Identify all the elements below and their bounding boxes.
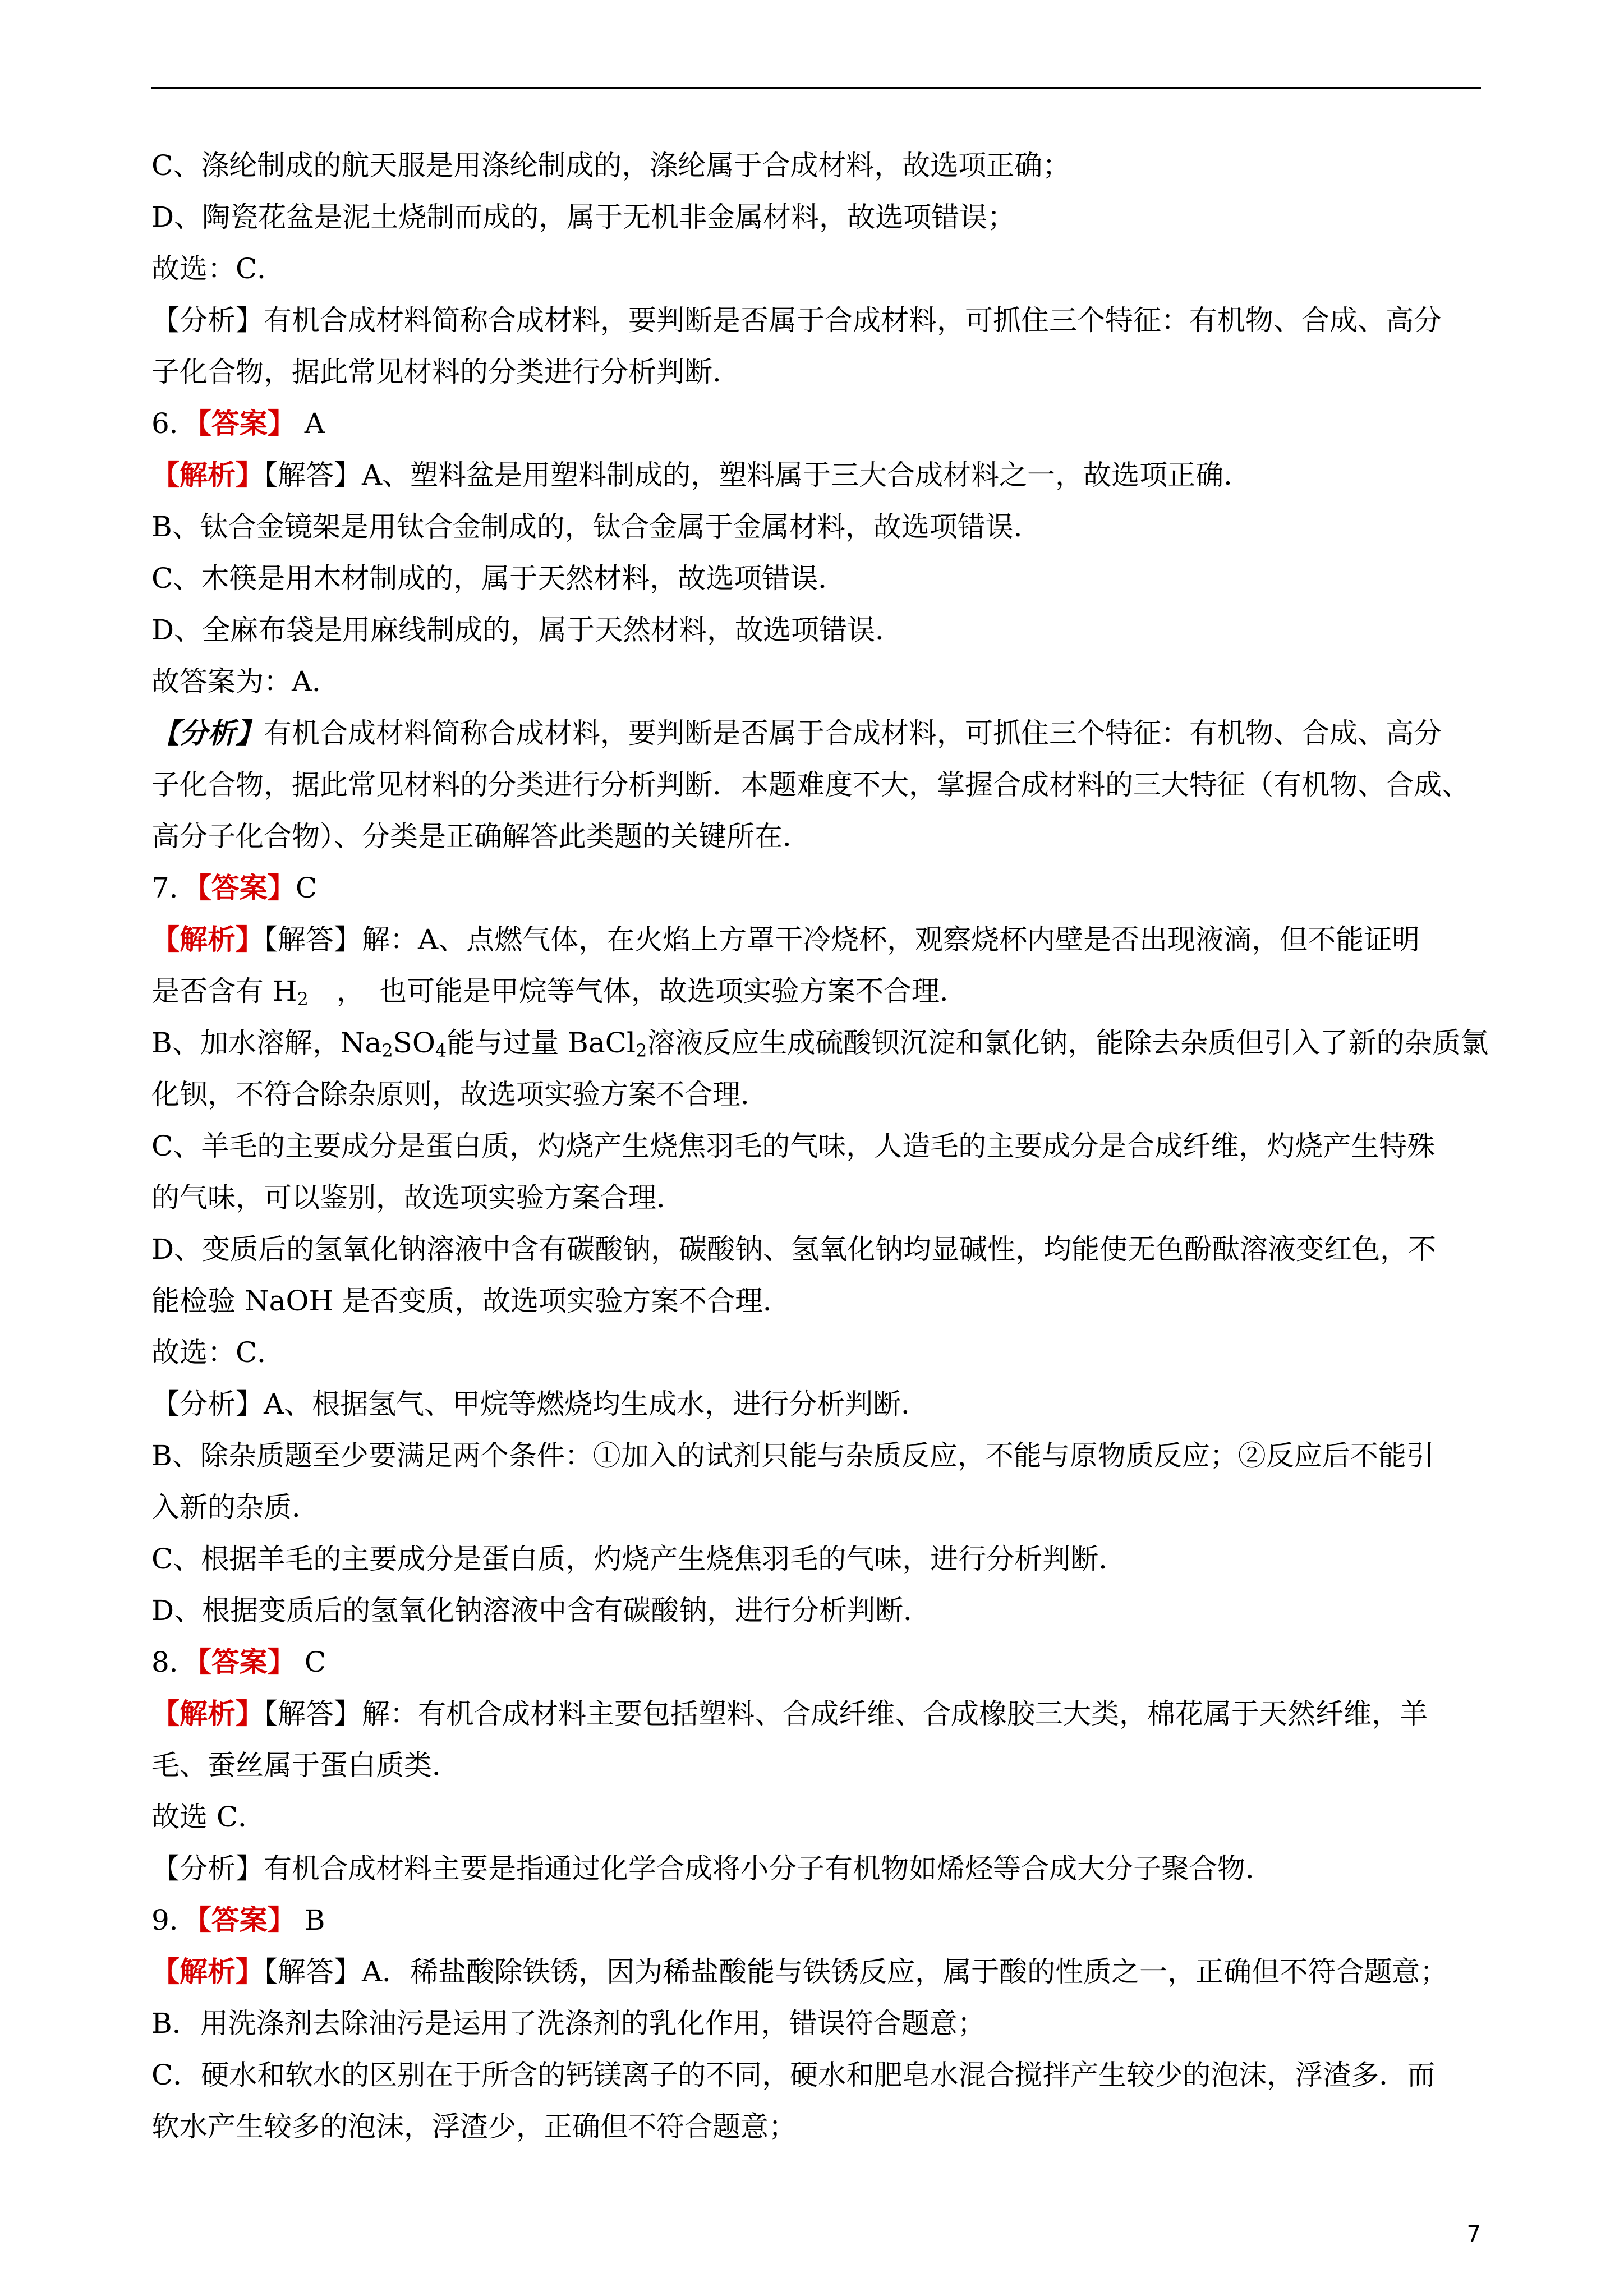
solution-tag: 【解答】 (264, 1955, 362, 1988)
explanation-tag: 【解析】 (151, 923, 264, 956)
text-line: 高分子化合物）、分类是正确解答此类题的关键所在． (151, 820, 811, 853)
text-line: 能检验 NaOH 是否变质，故选项实验方案不合理． (151, 1285, 791, 1317)
text-line: 软水产生较多的泡沫，浮渣少，正确但不符合题意； (151, 2110, 797, 2143)
text-line: 毛、蚕丝属于蛋白质类． (151, 1749, 460, 1782)
text-line: B、加水溶解，$Na_2SO_4$能与过量 BaCl$_2$溶液反应生成硫酸钡沉淀和氯化钠，能除去杂质但引入了新的杂质氯 (151, 1027, 1489, 1061)
analysis-tag: 【分析】 (151, 304, 264, 337)
analysis-tag: 【分析】 (151, 716, 264, 749)
question-6-answer: 6．【答案】 A (151, 407, 325, 440)
analysis-tag: 【分析】 (151, 1852, 264, 1885)
text-line: C、羊毛的主要成分是蛋白质，灼烧产生烧焦羽毛的气味，人造毛的主要成分是合成纤维，灼烧产生特殊 (151, 1130, 1436, 1162)
question-7-answer: 7．【答案】C (151, 871, 318, 904)
text-line: 是否含有 $H_2$ ， 也可能是甲烷等气体，故选项实验方案不合理． (151, 975, 968, 1010)
analysis-tag: 【分析】 (151, 1388, 264, 1420)
solution-tag: 【解答】 (264, 459, 362, 491)
answer-tag: 【答案】 (197, 1903, 296, 1936)
analysis-line: 【分析】有机合成材料主要是指通过化学合成将小分子有机物如烯烃等合成大分子聚合物． (151, 1852, 1273, 1885)
solution-tag: 【解答】 (264, 923, 362, 956)
text-line: C、涤纶制成的航天服是用涤纶制成的，涤纶属于合成材料，故选项正确； (151, 149, 1071, 182)
text-line: B．用洗涤剂去除油污是运用了洗涤剂的乳化作用，错误符合题意； (151, 2007, 986, 2040)
analysis-line: 【分析】有机合成材料简称合成材料，要判断是否属于合成材料，可抓住三个特征：有机物、合成、高分 (151, 304, 1442, 337)
text-line: 入新的杂质． (151, 1491, 320, 1524)
text-line: C、木筷是用木材制成的，属于天然材料，故选项错误． (151, 562, 846, 595)
header-rule (151, 87, 1481, 89)
text-line: 的气味，可以鉴别，故选项实验方案合理． (151, 1181, 684, 1214)
answer-tag: 【答案】 (197, 1645, 296, 1678)
text-line: 故答案为：A． (151, 665, 341, 698)
text-line: 化钡，不符合除杂原则，故选项实验方案不合理． (151, 1078, 769, 1111)
text-line: 子化合物，据此常见材料的分类进行分析判断． (151, 356, 740, 388)
explanation-tag: 【解析】 (151, 1955, 264, 1988)
text-line: 故选：C． (151, 252, 286, 285)
text-line: 故选 C． (151, 1801, 266, 1833)
text-line: D、根据变质后的氢氧化钠溶液中含有碳酸钠，进行分析判断． (151, 1594, 932, 1627)
question-9-answer: 9．【答案】 B (151, 1903, 325, 1936)
explanation-line: 【解析】【解答】A．稀盐酸除铁锈，因为稀盐酸能与铁锈反应，属于酸的性质之一，正确但不符合题意； (151, 1955, 1448, 1988)
text-line: D、陶瓷花盆是泥土烧制而成的，属于无机非金属材料，故选项错误； (151, 201, 1016, 233)
text-line: C．硬水和软水的区别在于所含的钙镁离子的不同，硬水和肥皂水混合搅拌产生较少的泡沫，浮渣多．而 (151, 2059, 1436, 2091)
explanation-line: 【解析】【解答】解：有机合成材料主要包括塑料、合成纤维、合成橡胶三大类，棉花属于天然纤维，羊 (151, 1697, 1428, 1730)
page-number: 7 (1466, 2221, 1481, 2247)
text-line: D、变质后的氢氧化钠溶液中含有碳酸钠，碳酸钠、氢氧化钠均显碱性，均能使无色酚酞溶液变红色，不 (151, 1233, 1437, 1266)
question-8-answer: 8．【答案】 C (151, 1645, 326, 1678)
text-line: D、全麻布袋是用麻线制成的，属于天然材料，故选项错误． (151, 614, 904, 646)
answer-tag: 【答案】 (197, 871, 296, 904)
analysis-line: 【分析】A、根据氢气、甲烷等燃烧均生成水，进行分析判断． (151, 1388, 930, 1420)
answer-tag: 【答案】 (197, 407, 296, 440)
explanation-tag: 【解析】 (151, 458, 264, 491)
text-line: B、除杂质题至少要满足两个条件：①加入的试剂只能与杂质反应，不能与原物质反应；②反应后不能引 (151, 1439, 1434, 1472)
analysis-line: 【分析】有机合成材料简称合成材料，要判断是否属于合成材料，可抓住三个特征：有机物、合成、高分 (151, 716, 1442, 749)
explanation-tag: 【解析】 (151, 1697, 264, 1730)
solution-tag: 【解答】 (264, 1697, 362, 1730)
text-line: 故选：C． (151, 1336, 286, 1369)
text-line: C、根据羊毛的主要成分是蛋白质，灼烧产生烧焦羽毛的气味，进行分析判断． (151, 1543, 1127, 1575)
explanation-line: 【解析】【解答】解：A、点燃气体，在火焰上方罩干冷烧杯，观察烧杯内壁是否出现液滴，但不能证明 (151, 923, 1420, 956)
explanation-line: 【解析】【解答】A、塑料盆是用塑料制成的，塑料属于三大合成材料之一，故选项正确． (151, 458, 1252, 491)
text-line: 子化合物，据此常见材料的分类进行分析判断．本题难度不大，掌握合成材料的三大特征（有机物、合成、 (151, 769, 1470, 801)
text-line: B、钛合金镜架是用钛合金制成的，钛合金属于金属材料，故选项错误． (151, 510, 1042, 543)
